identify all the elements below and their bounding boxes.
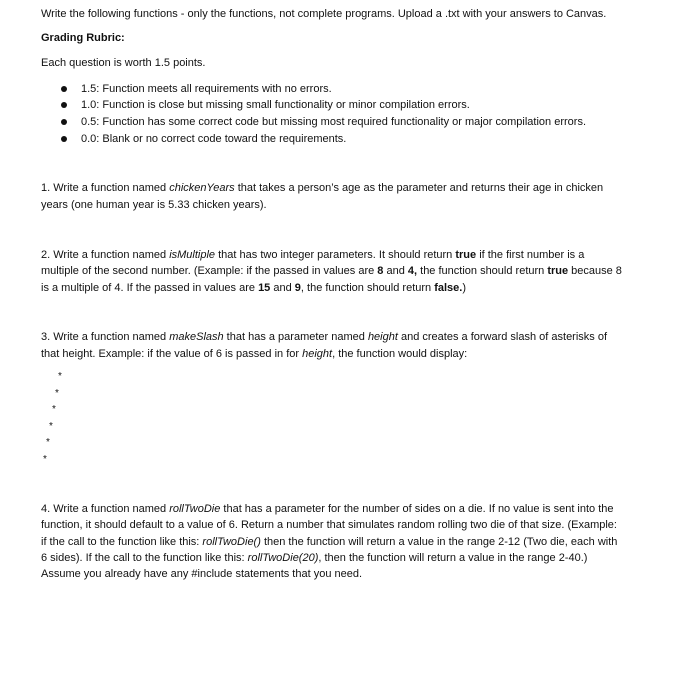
- asterisk: *: [52, 404, 56, 415]
- rubric-item: 0.0: Blank or no correct code toward the requirements.: [81, 133, 347, 145]
- q2-line-1: 2. Write a function named isMultiple that has two integer parameters. It should return true if the first number is a: [41, 249, 585, 261]
- asterisk: *: [58, 371, 62, 382]
- q4-line-5: Assume you already have any #include statements that you need.: [41, 568, 363, 580]
- rubric-note: Each question is worth 1.5 points.: [41, 57, 206, 69]
- rubric-item: 0.5: Function has some correct code but missing most required functionality or major compilation errors.: [81, 116, 586, 128]
- bullet-icon: [61, 86, 67, 92]
- q4-line-2: function, it should default to a value of 6. Return a number that simulates random rolling two die of that size. (Example:: [41, 519, 617, 531]
- function-name: isMultiple: [169, 249, 216, 261]
- bullet-icon: [61, 119, 67, 125]
- function-name: chickenYears: [169, 182, 235, 194]
- intro-text: Write the following functions - only the functions, not complete programs. Upload a .txt with your answers to Canvas.: [41, 8, 607, 20]
- function-name: makeSlash: [169, 331, 224, 343]
- asterisk: *: [49, 421, 53, 432]
- rubric-heading: Grading Rubric:: [41, 32, 125, 44]
- asterisk: *: [46, 437, 50, 448]
- bullet-icon: [61, 102, 67, 108]
- q4-line-3: if the call to the function like this: rollTwoDie() then the function will return a value in the range 2-12 (Two die, each with: [41, 536, 618, 548]
- q2-line-2: multiple of the second number. (Example: if the passed in values are 8 and 4, the function should return true because 8: [41, 265, 622, 277]
- q1-line-1: 1. Write a function named chickenYears that takes a person’s age as the parameter and returns their age in chicken: [41, 182, 604, 194]
- q3-line-1: 3. Write a function named makeSlash that has a parameter named height and creates a forward slash of asterisks of: [41, 331, 608, 343]
- rubric-item: 1.5: Function meets all requirements with no errors.: [81, 83, 332, 95]
- rubric-item: 1.0: Function is close but missing small functionality or minor compilation errors.: [81, 99, 470, 111]
- q1-line-2: years (one human year is 5.33 chicken years).: [41, 199, 267, 211]
- asterisk: *: [43, 454, 47, 465]
- q3-line-2: that height. Example: if the value of 6 is passed in for height, the function would display:: [41, 348, 468, 360]
- q4-line-4: 6 sides). If the call to the function like this: rollTwoDie(20), then the function will return a value in the range 2-40.): [41, 552, 588, 564]
- bullet-icon: [61, 136, 67, 142]
- function-name: rollTwoDie: [169, 503, 221, 515]
- asterisk: *: [55, 388, 59, 399]
- q2-line-3: is a multiple of 4. If the passed in values are 15 and 9, the function should return false.): [41, 282, 467, 294]
- q4-line-1: 4. Write a function named rollTwoDie that has a parameter for the number of sides on a die. If no value is sent into the: [41, 503, 614, 515]
